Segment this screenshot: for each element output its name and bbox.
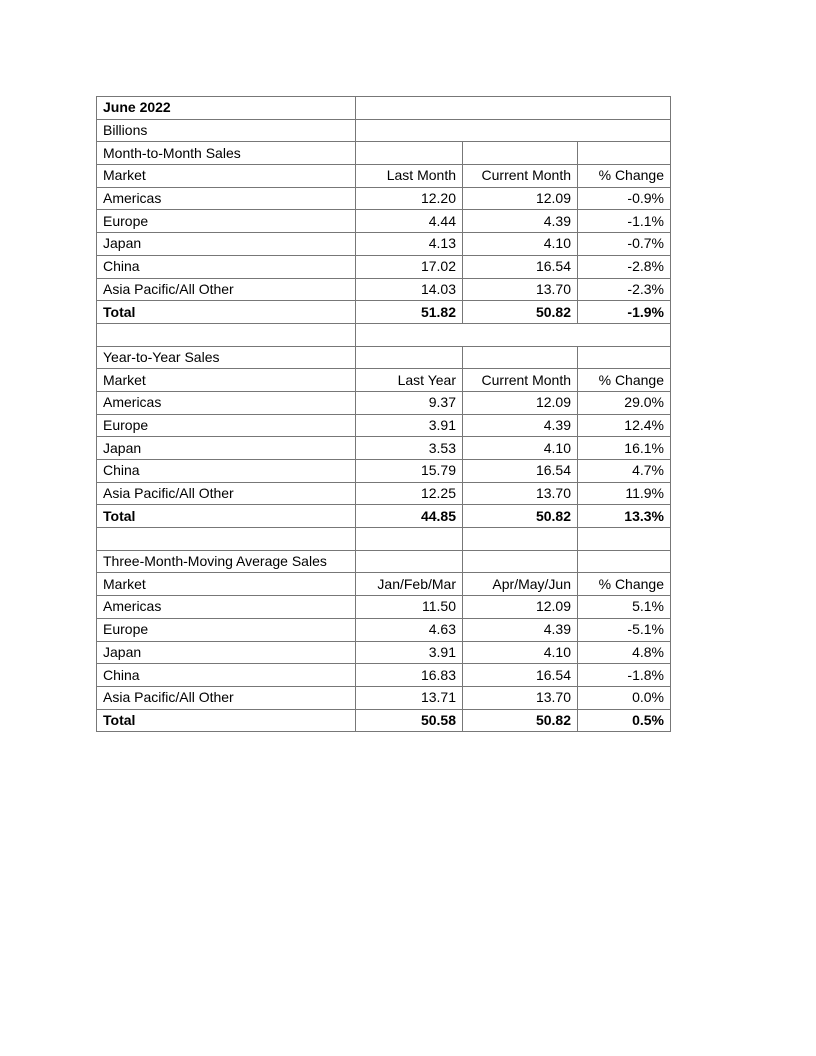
value-cell: 12.09 xyxy=(463,596,578,619)
value-cell: 16.83 xyxy=(356,664,463,687)
column-header: Last Year xyxy=(356,369,463,392)
change-cell: 0.0% xyxy=(578,686,671,709)
total-change: 13.3% xyxy=(578,505,671,528)
change-cell: 29.0% xyxy=(578,391,671,414)
market-cell: Asia Pacific/All Other xyxy=(97,278,356,301)
column-header: Jan/Feb/Mar xyxy=(356,573,463,596)
total-label: Total xyxy=(97,505,356,528)
total-value: 50.82 xyxy=(463,301,578,324)
value-cell: 4.10 xyxy=(463,641,578,664)
sales-table xyxy=(96,96,671,732)
market-cell: Asia Pacific/All Other xyxy=(97,482,356,505)
value-cell: 4.44 xyxy=(356,210,463,233)
column-header: Current Month xyxy=(463,369,578,392)
value-cell: 15.79 xyxy=(356,460,463,483)
market-cell: Japan xyxy=(97,437,356,460)
change-cell: 5.1% xyxy=(578,596,671,619)
section-title-row xyxy=(97,550,671,573)
value-cell: 13.70 xyxy=(463,686,578,709)
header-row xyxy=(97,165,671,188)
value-cell: 9.37 xyxy=(356,391,463,414)
total-value: 50.82 xyxy=(463,709,578,732)
value-cell: 13.70 xyxy=(463,482,578,505)
table-row xyxy=(97,278,671,301)
empty-cell xyxy=(97,323,356,346)
table-row xyxy=(97,482,671,505)
empty-cell xyxy=(463,142,578,165)
empty-cell xyxy=(356,346,463,369)
section-title-row xyxy=(97,142,671,165)
total-value: 51.82 xyxy=(356,301,463,324)
empty-cell xyxy=(578,528,671,551)
header-row xyxy=(97,573,671,596)
empty-cell xyxy=(578,142,671,165)
value-cell: 13.71 xyxy=(356,686,463,709)
change-cell: -1.1% xyxy=(578,210,671,233)
table-row xyxy=(97,391,671,414)
table-row xyxy=(97,596,671,619)
market-cell: Europe xyxy=(97,210,356,233)
section-title: Three-Month-Moving Average Sales xyxy=(97,550,356,573)
change-cell: 4.8% xyxy=(578,641,671,664)
market-cell: China xyxy=(97,460,356,483)
spacer-row xyxy=(97,528,671,551)
section-title: Month-to-Month Sales xyxy=(97,142,356,165)
empty-cell xyxy=(356,550,463,573)
change-cell: -2.3% xyxy=(578,278,671,301)
empty-cell xyxy=(356,119,671,142)
table-row xyxy=(97,210,671,233)
table-row xyxy=(97,187,671,210)
table-row xyxy=(97,460,671,483)
column-header: Apr/May/Jun xyxy=(463,573,578,596)
empty-cell xyxy=(463,528,578,551)
value-cell: 4.39 xyxy=(463,414,578,437)
value-cell: 12.25 xyxy=(356,482,463,505)
change-cell: 4.7% xyxy=(578,460,671,483)
column-header: % Change xyxy=(578,369,671,392)
total-row xyxy=(97,301,671,324)
column-header: Last Month xyxy=(356,165,463,188)
empty-cell xyxy=(356,97,671,120)
empty-cell xyxy=(463,550,578,573)
change-cell: -5.1% xyxy=(578,618,671,641)
table-row xyxy=(97,414,671,437)
column-header: % Change xyxy=(578,165,671,188)
market-cell: Europe xyxy=(97,414,356,437)
market-cell: Americas xyxy=(97,187,356,210)
total-value: 50.82 xyxy=(463,505,578,528)
value-cell: 12.09 xyxy=(463,391,578,414)
table-row xyxy=(97,618,671,641)
market-cell: Japan xyxy=(97,233,356,256)
total-label: Total xyxy=(97,301,356,324)
spacer-row xyxy=(97,323,671,346)
total-row xyxy=(97,505,671,528)
empty-cell xyxy=(578,346,671,369)
empty-cell xyxy=(97,528,356,551)
empty-cell xyxy=(578,550,671,573)
table-row xyxy=(97,686,671,709)
value-cell: 16.54 xyxy=(463,460,578,483)
value-cell: 3.53 xyxy=(356,437,463,460)
header-row xyxy=(97,369,671,392)
value-cell: 16.54 xyxy=(463,255,578,278)
market-cell: Americas xyxy=(97,391,356,414)
change-cell: 16.1% xyxy=(578,437,671,460)
market-cell: Asia Pacific/All Other xyxy=(97,686,356,709)
table-row xyxy=(97,641,671,664)
unit-row xyxy=(97,119,671,142)
change-cell: -2.8% xyxy=(578,255,671,278)
market-cell: Americas xyxy=(97,596,356,619)
value-cell: 3.91 xyxy=(356,414,463,437)
empty-cell xyxy=(356,323,671,346)
market-cell: Japan xyxy=(97,641,356,664)
value-cell: 4.63 xyxy=(356,618,463,641)
value-cell: 13.70 xyxy=(463,278,578,301)
column-header: % Change xyxy=(578,573,671,596)
column-header: Market xyxy=(97,165,356,188)
value-cell: 4.10 xyxy=(463,233,578,256)
unit-label: Billions xyxy=(97,119,356,142)
change-cell: -0.9% xyxy=(578,187,671,210)
market-cell: Europe xyxy=(97,618,356,641)
value-cell: 4.13 xyxy=(356,233,463,256)
table-row xyxy=(97,437,671,460)
title-row xyxy=(97,97,671,120)
section-title-row xyxy=(97,346,671,369)
table-row xyxy=(97,664,671,687)
market-cell: China xyxy=(97,664,356,687)
market-cell: China xyxy=(97,255,356,278)
change-cell: -1.8% xyxy=(578,664,671,687)
value-cell: 12.20 xyxy=(356,187,463,210)
total-change: -1.9% xyxy=(578,301,671,324)
total-value: 44.85 xyxy=(356,505,463,528)
value-cell: 12.09 xyxy=(463,187,578,210)
empty-cell xyxy=(463,346,578,369)
total-change: 0.5% xyxy=(578,709,671,732)
table-row xyxy=(97,255,671,278)
value-cell: 4.39 xyxy=(463,210,578,233)
column-header: Market xyxy=(97,573,356,596)
value-cell: 3.91 xyxy=(356,641,463,664)
total-label: Total xyxy=(97,709,356,732)
total-row xyxy=(97,709,671,732)
table-row xyxy=(97,233,671,256)
empty-cell xyxy=(356,528,463,551)
change-cell: 11.9% xyxy=(578,482,671,505)
total-value: 50.58 xyxy=(356,709,463,732)
column-header: Current Month xyxy=(463,165,578,188)
value-cell: 4.10 xyxy=(463,437,578,460)
value-cell: 14.03 xyxy=(356,278,463,301)
value-cell: 4.39 xyxy=(463,618,578,641)
section-title: Year-to-Year Sales xyxy=(97,346,356,369)
value-cell: 11.50 xyxy=(356,596,463,619)
column-header: Market xyxy=(97,369,356,392)
change-cell: 12.4% xyxy=(578,414,671,437)
value-cell: 16.54 xyxy=(463,664,578,687)
empty-cell xyxy=(356,142,463,165)
value-cell: 17.02 xyxy=(356,255,463,278)
change-cell: -0.7% xyxy=(578,233,671,256)
report-title: June 2022 xyxy=(97,97,356,120)
